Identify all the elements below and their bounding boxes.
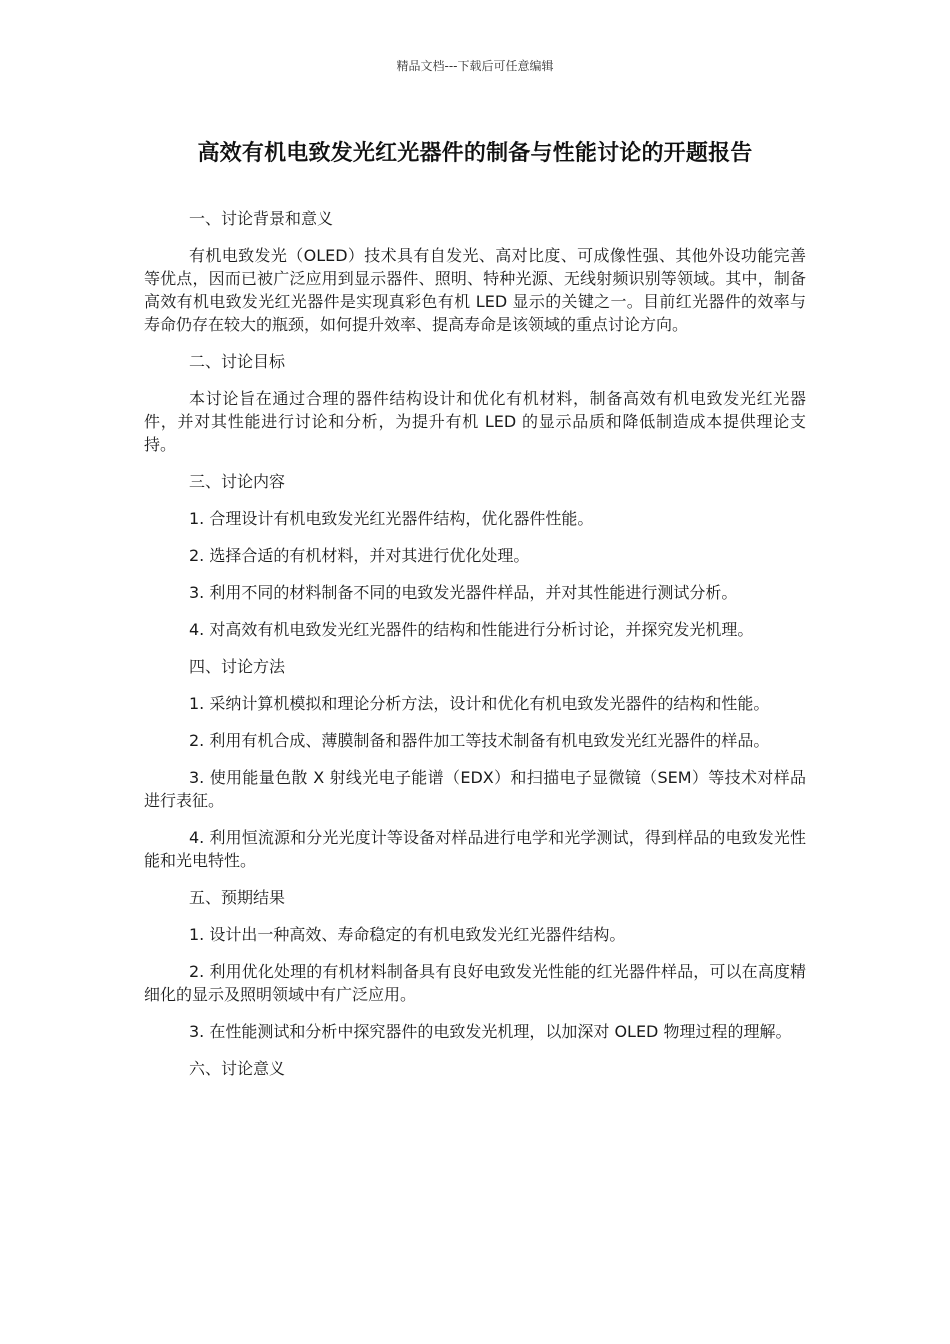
section-heading: 五、预期结果 [189,888,286,907]
list-item: 3. 使用能量色散 X 射线光电子能谱（EDX）和扫描电子显微镜（SEM）等技术对样品进行表征。 [144,768,806,810]
document-title: 高效有机电致发光红光器件的制备与性能讨论的开题报告 [197,141,753,166]
section-heading: 一、讨论背景和意义 [189,209,334,228]
list-item: 1. 设计出一种高效、寿命稳定的有机电致发光红光器件结构。 [189,925,626,944]
document-body [144,207,806,1094]
section-heading: 三、讨论内容 [189,472,286,491]
list-item: 1. 合理设计有机电致发光红光器件结构，优化器件性能。 [189,509,594,528]
list-item: 2. 选择合适的有机材料，并对其进行优化处理。 [189,546,530,565]
list-item: 3. 在性能测试和分析中探究器件的电致发光机理，以加深对 OLED 物理过程的理解。 [189,1022,792,1041]
paragraph: 有机电致发光（OLED）技术具有自发光、高对比度、可成像性强、其他外设功能完善等优点，因而已被广泛应用到显示器件、照明、特种光源、无线射频识别等领域。其中，制备高效有机电致发光红光器件是实现真彩色有机 LED 显示的关键之一。目前红光器件的效率与寿命仍存在较大的瓶颈，如何提升效率、提高寿命是该领域的重点讨论方向。 [144,246,806,334]
list-item: 3. 利用不同的材料制备不同的电致发光器件样品，并对其性能进行测试分析。 [189,583,738,602]
section-heading: 二、讨论目标 [189,352,286,371]
paragraph: 本讨论旨在通过合理的器件结构设计和优化有机材料，制备高效有机电致发光红光器件，并对其性能进行讨论和分析，为提升有机 LED 的显示品质和降低制造成本提供理论支持。 [144,389,806,454]
list-item: 2. 利用优化处理的有机材料制备具有良好电致发光性能的红光器件样品，可以在高度精细化的显示及照明领域中有广泛应用。 [144,962,806,1004]
list-item: 2. 利用有机合成、薄膜制备和器件加工等技术制备有机电致发光红光器件的样品。 [189,731,770,750]
page-header: 精品文档---下载后可任意编辑 [396,59,554,73]
section-heading: 四、讨论方法 [189,657,286,676]
list-item: 1. 采纳计算机模拟和理论分析方法，设计和优化有机电致发光器件的结构和性能。 [189,694,770,713]
section-heading: 六、讨论意义 [189,1059,286,1078]
list-item: 4. 利用恒流源和分光光度计等设备对样品进行电学和光学测试，得到样品的电致发光性能和光电特性。 [144,828,806,870]
list-item: 4. 对高效有机电致发光红光器件的结构和性能进行分析讨论，并探究发光机理。 [189,620,754,639]
